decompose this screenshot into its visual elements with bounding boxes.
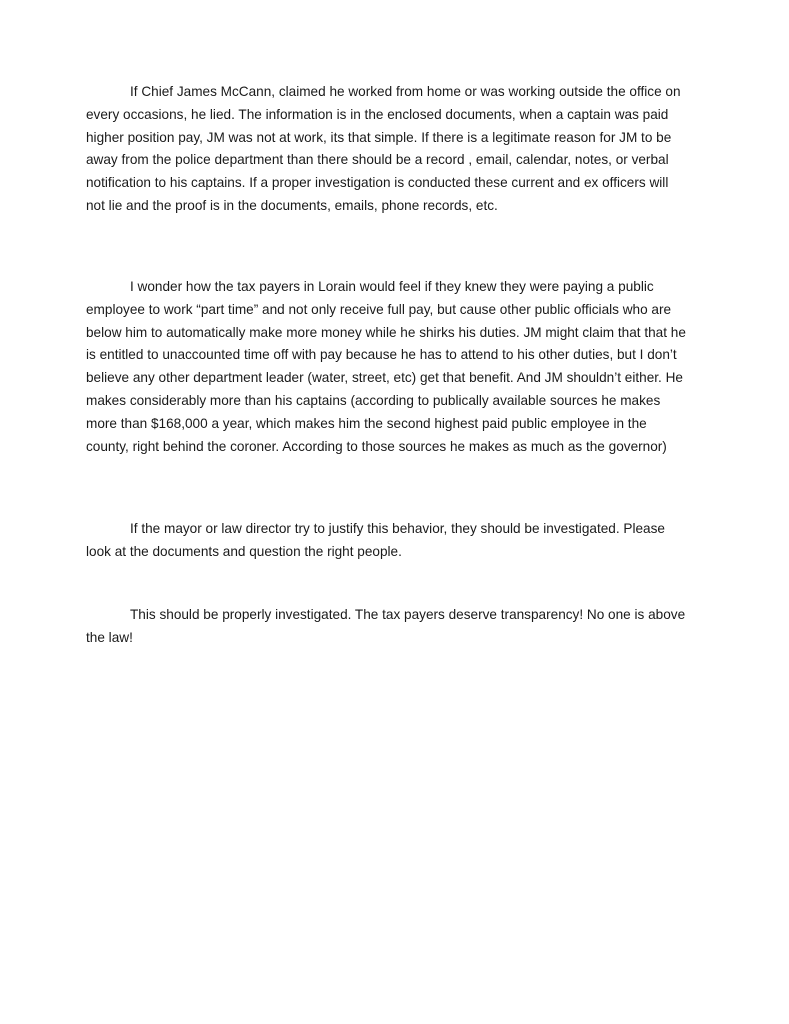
paragraph-investigation-call: This should be properly investigated. The tax payers deserve transparency! No one is above the law! (86, 607, 686, 645)
paragraph-chief-absence: If Chief James McCann, claimed he worked from home or was working outside the office on every occasions, he lied. The information is in the enclosed documents, when a captain was paid higher position pay, JM was not at work, its that simple. If there is a legitimate reason for JM to be away from the police department than there should be a record , email, calendar, notes, or verbal notification to his captains. If a proper investigation is conducted these current and ex officers will not lie and the proof is in the documents, emails, phone records, etc. (86, 84, 681, 213)
paragraph-taxpayers-pay: I wonder how the tax payers in Lorain would feel if they knew they were paying a public employee to work “part time” and not only receive full pay, but cause other public officials who are below him to automatically make more money while he shirks his duties. JM might claim that that he is entitled to unaccounted time off with pay because he has to attend to his other duties, but I don’t believe any other department leader (water, street, etc) get that benefit. And JM shouldn’t either. He makes considerably more than his captains (according to publically available sources he makes more than $168,000 a year, which makes him the second highest paid public employee in the county, right behind the coroner. According to those sources he makes as much as the governor) (86, 279, 686, 454)
paragraph-mayor-law-director: If the mayor or law director try to justify this behavior, they should be investigated. Please look at the documents and question the right people. (86, 521, 665, 559)
